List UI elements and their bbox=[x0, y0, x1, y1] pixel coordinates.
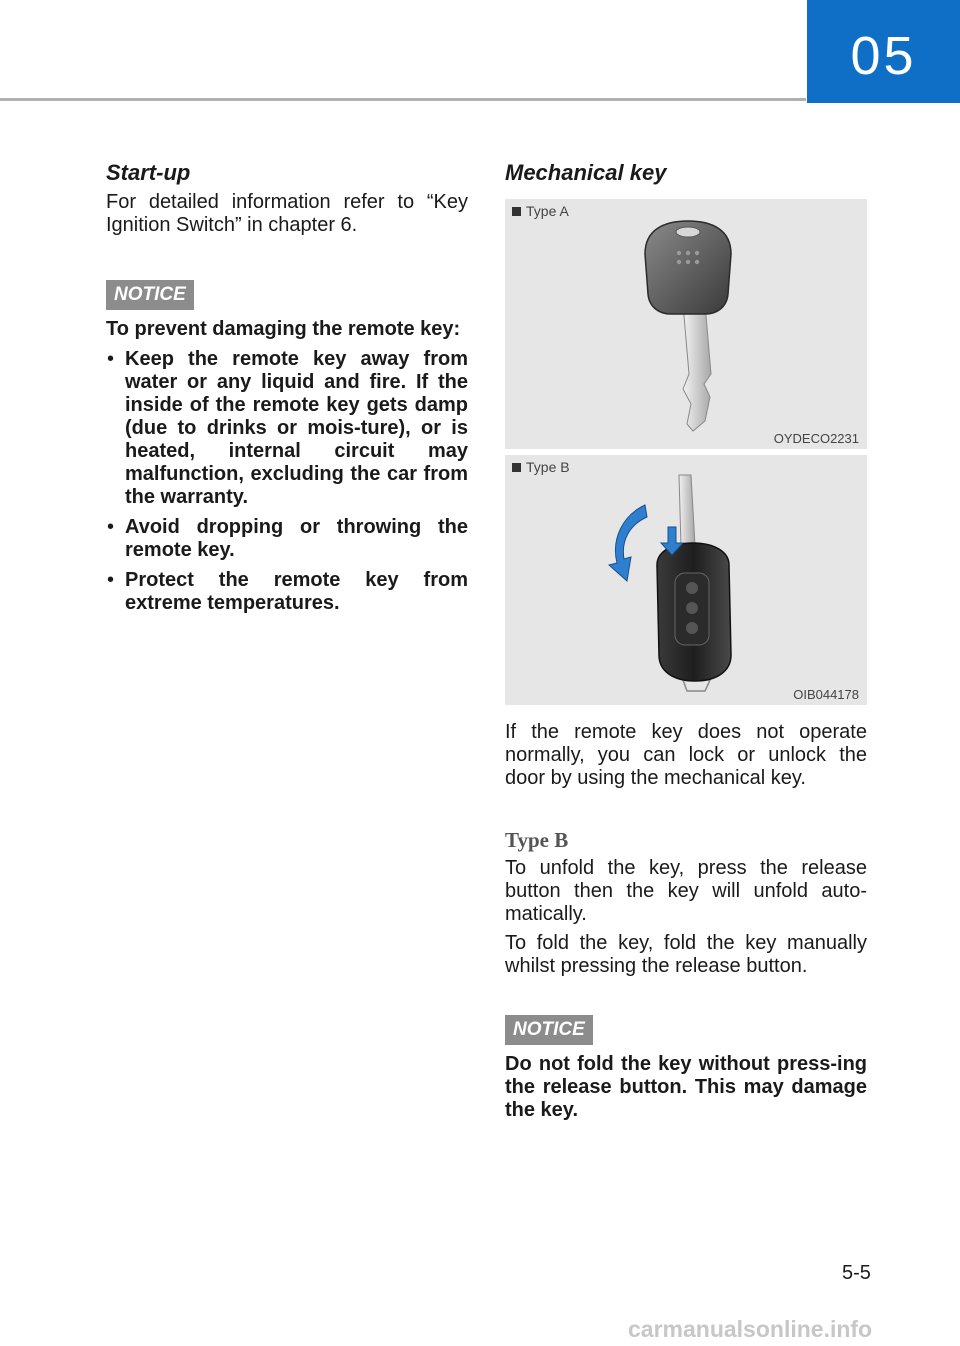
type-b-heading: Type B bbox=[505, 828, 569, 852]
key-type-b-illustration bbox=[505, 455, 867, 705]
page-number: 5-5 bbox=[842, 1262, 871, 1284]
notice-bullet-list bbox=[106, 348, 468, 615]
notice-badge: NOTICE bbox=[505, 1015, 593, 1045]
notice-badge: NOTICE bbox=[106, 280, 194, 310]
chapter-tab: 05 bbox=[807, 0, 960, 103]
list-item: • Avoid dropping or throwing the remote key. bbox=[107, 516, 468, 561]
figure-b-label: Type B bbox=[512, 459, 570, 475]
figure-b-code: OIB044178 bbox=[793, 687, 859, 702]
section-title-start-up: Start-up bbox=[106, 160, 191, 185]
left-column bbox=[106, 158, 468, 615]
type-b-paragraph-1: To unfold the key, press the release button then the key will unfold auto-matically. bbox=[505, 857, 867, 925]
bullet-square-icon bbox=[512, 207, 521, 216]
right-column bbox=[505, 158, 867, 1122]
figure-a-code: OYDECO2231 bbox=[773, 431, 859, 446]
section-title-mechanical-key: Mechanical key bbox=[505, 160, 667, 185]
start-up-intro: For detailed information refer to “Key Ignition Switch” in chapter 6. bbox=[106, 191, 468, 236]
bullet-square-icon bbox=[512, 463, 521, 472]
notice-lead: To prevent damaging the remote key: bbox=[106, 318, 461, 340]
list-item: • Protect the remote key from extreme temperatures. bbox=[107, 569, 468, 614]
notice-text: Do not fold the key without press-ing the release button. This may damage the key. bbox=[505, 1053, 867, 1121]
type-b-paragraph-2: To fold the key, fold the key manually whilst pressing the release button. bbox=[505, 932, 867, 977]
figure-type-a bbox=[505, 199, 867, 449]
watermark: carmanualsonline.info bbox=[628, 1316, 873, 1342]
figure-type-b bbox=[505, 455, 867, 705]
header-rule bbox=[0, 98, 806, 101]
list-item: • Keep the remote key away from water or any liquid and fire. If the inside of the remote key gets damp (due to drinks or mois-ture), or is heated, internal circuit may malfunction, excluding the car from the warranty. bbox=[107, 348, 468, 508]
figure-a-label: Type A bbox=[512, 203, 569, 219]
mechanical-key-description: If the remote key does not operate normally, you can lock or unlock the door by using the mechanical key. bbox=[505, 721, 867, 789]
key-type-a-illustration bbox=[505, 199, 867, 449]
